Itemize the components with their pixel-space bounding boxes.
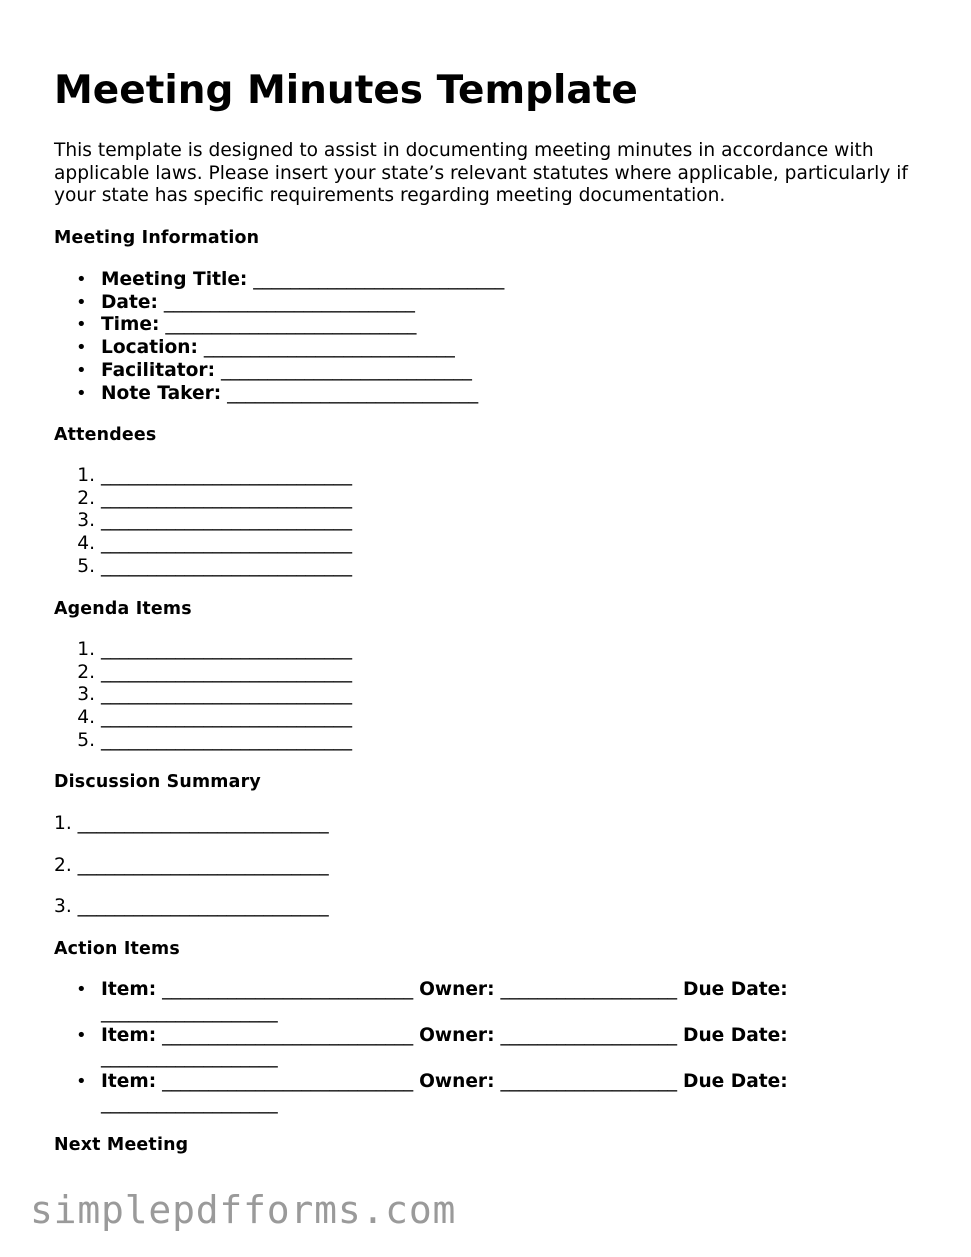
- meeting-information-list: [54, 269, 504, 405]
- meeting-field-item: [54, 269, 504, 292]
- blank-line[interactable]: ___________________________: [101, 487, 353, 509]
- action-item: [54, 1025, 861, 1070]
- blank-line[interactable]: ___________________________: [101, 684, 353, 706]
- field-blank-line[interactable]: ___________________________: [163, 291, 415, 313]
- list-number: 1.: [54, 813, 72, 834]
- list-number: 2.: [77, 661, 95, 683]
- owner-blank-line[interactable]: ___________________: [500, 979, 678, 1000]
- owner-label: Owner:: [419, 1070, 495, 1092]
- field-blank-line[interactable]: ___________________________: [227, 382, 479, 404]
- field-label: Location:: [101, 337, 198, 359]
- agenda-item: [54, 707, 352, 730]
- discussion-item: [54, 855, 329, 877]
- meeting-field-item: [54, 360, 504, 383]
- blank-line[interactable]: ___________________________: [101, 707, 353, 729]
- field-label: Time:: [101, 314, 160, 336]
- attendee-item: [54, 556, 352, 579]
- action-item: [54, 1071, 861, 1116]
- item-label: Item:: [101, 1024, 157, 1046]
- list-number: 5.: [77, 555, 95, 577]
- list-number: 4.: [77, 707, 95, 729]
- meeting-field-item: [54, 292, 504, 315]
- field-blank-line[interactable]: ___________________________: [203, 337, 455, 359]
- field-blank-line[interactable]: ___________________________: [165, 314, 417, 336]
- agenda-item: [54, 639, 352, 662]
- item-label: Item:: [101, 1070, 157, 1092]
- item-label: Item:: [101, 979, 157, 1000]
- discussion-summary-heading: Discussion Summary: [54, 772, 261, 792]
- list-number: 2.: [54, 854, 72, 876]
- meeting-field-item: [54, 383, 504, 406]
- owner-label: Owner:: [419, 1024, 495, 1046]
- list-number: 1.: [77, 465, 95, 486]
- action-items-list: [54, 979, 861, 1116]
- meeting-information-heading: Meeting Information: [54, 228, 260, 248]
- attendee-item: [54, 488, 352, 511]
- discussion-item: [54, 896, 329, 918]
- list-number: 4.: [77, 533, 95, 555]
- item-blank-line[interactable]: ___________________________: [162, 979, 414, 1000]
- agenda-item: [54, 662, 352, 685]
- due-date-label: Due Date:: [683, 979, 788, 1000]
- blank-line[interactable]: ___________________________: [101, 555, 353, 577]
- attendees-list: [54, 465, 352, 579]
- agenda-items-heading: Agenda Items: [54, 599, 192, 619]
- meeting-field-item: [54, 337, 504, 360]
- agenda-item: [54, 730, 352, 753]
- field-label: Meeting Title:: [101, 269, 248, 290]
- field-label: Date:: [101, 291, 158, 313]
- watermark: simplepdfforms.com: [30, 1188, 457, 1232]
- list-number: 2.: [77, 487, 95, 509]
- due-date-blank-line[interactable]: ___________________: [101, 1047, 278, 1069]
- attendees-heading: Attendees: [54, 425, 157, 445]
- blank-line[interactable]: ___________________________: [77, 854, 329, 876]
- attendee-item: [54, 533, 352, 556]
- intro-paragraph: This template is designed to assist in documenting meeting minutes in accordance with applicable laws. Please insert your state’s relevant statutes where applicable, particularly if your state has specific requirements regarding meeting documentation.: [54, 140, 908, 206]
- next-meeting-heading: Next Meeting: [54, 1135, 189, 1155]
- owner-blank-line[interactable]: ___________________: [500, 1024, 678, 1046]
- item-blank-line[interactable]: ___________________________: [162, 1070, 414, 1092]
- blank-line[interactable]: ___________________________: [101, 661, 353, 683]
- item-blank-line[interactable]: ___________________________: [162, 1024, 414, 1046]
- blank-line[interactable]: ___________________________: [101, 639, 353, 660]
- field-blank-line[interactable]: ___________________________: [253, 269, 505, 290]
- blank-line[interactable]: ___________________________: [77, 896, 329, 917]
- attendee-item: [54, 465, 352, 488]
- agenda-item: [54, 684, 352, 707]
- page-title: Meeting Minutes Template: [54, 68, 638, 113]
- action-items-heading: Action Items: [54, 939, 180, 959]
- meeting-field-item: [54, 314, 504, 337]
- discussion-item: [54, 813, 329, 835]
- due-date-blank-line[interactable]: ___________________: [101, 1001, 278, 1023]
- list-number: 3.: [77, 684, 95, 706]
- owner-label: Owner:: [419, 979, 495, 1000]
- due-date-blank-line[interactable]: ___________________: [101, 1093, 278, 1115]
- due-date-label: Due Date:: [683, 1024, 788, 1046]
- field-label: Note Taker:: [101, 382, 222, 404]
- agenda-items-list: [54, 639, 352, 753]
- list-number: 1.: [77, 639, 95, 660]
- blank-line[interactable]: ___________________________: [77, 813, 329, 834]
- field-label: Facilitator:: [101, 359, 216, 381]
- list-number: 3.: [77, 510, 95, 532]
- owner-blank-line[interactable]: ___________________: [500, 1070, 678, 1092]
- blank-line[interactable]: ___________________________: [101, 510, 353, 532]
- field-blank-line[interactable]: ___________________________: [220, 359, 472, 381]
- list-number: 5.: [77, 729, 95, 751]
- blank-line[interactable]: ___________________________: [101, 729, 353, 751]
- due-date-label: Due Date:: [683, 1070, 788, 1092]
- attendee-item: [54, 510, 352, 533]
- list-number: 3.: [54, 896, 72, 917]
- blank-line[interactable]: ___________________________: [101, 533, 353, 555]
- blank-line[interactable]: ___________________________: [101, 465, 353, 486]
- action-item: [54, 979, 861, 1024]
